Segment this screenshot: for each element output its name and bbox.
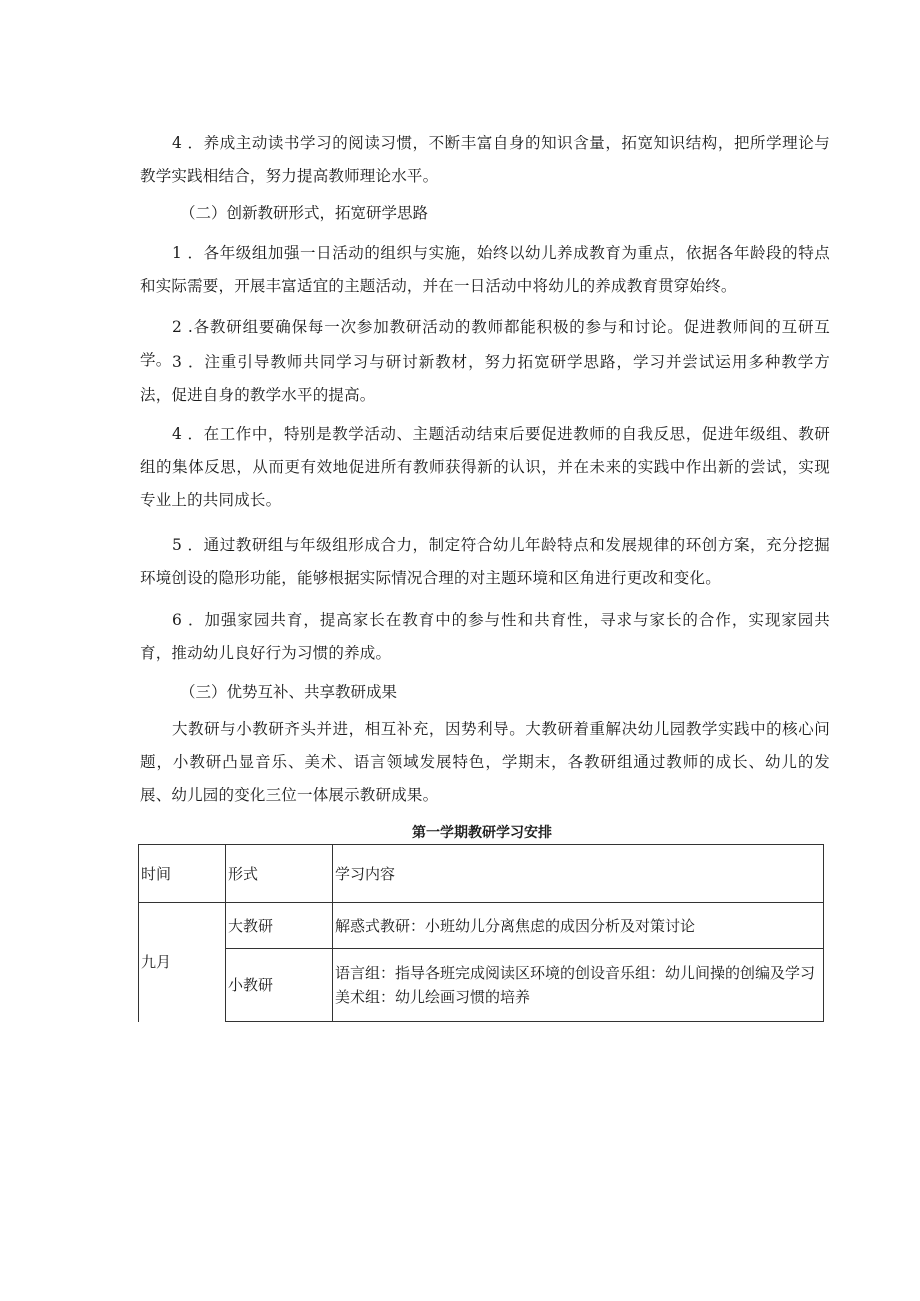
section-heading-share-results: （三）优势互补、共享教研成果 [180,683,398,701]
cell-time: 九月 [139,903,226,1022]
paragraph-item-6: 6 ．加强家园共育，提高家长在教育中的参与性和共育性，寻求与家长的合作，实现家园共育，推动幼儿良好行为习惯的养成。 [140,611,830,662]
header-content: 学习内容 [333,845,824,903]
table-row [139,903,824,949]
cell-content: 解惑式教研：小班幼儿分离焦虑的成因分析及对策讨论 [333,903,824,949]
paragraph-section3-body: 大教研与小教研齐头并进，相互补充，因势利导。大教研着重解决幼儿园教学实践中的核心问题，小教研凸显音乐、美术、语言领域发展特色，学期末，各教研组通过教师的成长、幼儿的发展、幼儿园的变化三位一体展示教研成果。 [140,720,830,804]
header-time: 时间 [139,845,226,903]
table-header-row [139,845,824,903]
cell-form: 大教研 [226,903,333,949]
paragraph-item-2: 2 .各教研组要确保每一次参加教研活动的教师都能积极的参与和讨论。促进教师间的互研互学。 [140,318,830,369]
table-row [139,949,824,1022]
paragraph-item-4: 4 ．在工作中，特别是教学活动、主题活动结束后要促进教师的自我反思，促进年级组、教研组的集体反思，从而更有效地促进所有教师获得新的认识，并在未来的实践中作出新的尝试，实现专业上的共同成长。 [140,425,830,509]
cell-content: 语言组：指导各班完成阅读区环境的创设音乐组：幼儿间操的创编及学习美术组：幼儿绘画习惯的培养 [333,949,824,1022]
paragraph-item-1: 1 ．各年级组加强一日活动的组织与实施，始终以幼儿养成教育为重点，依据各年龄段的特点和实际需要，开展丰富适宜的主题活动，并在一日活动中将幼儿的养成教育贯穿始终。 [140,244,830,295]
cell-form: 小教研 [226,949,333,1022]
section-heading-innovate-forms: （二）创新教研形式，拓宽研学思路 [180,204,429,222]
paragraph-item-3: 3 ．注重引导教师共同学习与研讨新教材，努力拓宽研学思路，学习并尝试运用多种教学方法，促进自身的教学水平的提高。 [140,353,830,404]
paragraph-item-5: 5 ．通过教研组与年级组形成合力，制定符合幼儿年龄特点和发展规律的环创方案，充分挖掘环境创设的隐形功能，能够根据实际情况合理的对主题环境和区角进行更改和变化。 [140,536,830,587]
table-title: 第一学期教研学习安排 [412,825,552,841]
schedule-table [138,844,824,1022]
paragraph-reading-habit: 4 ．养成主动读书学习的阅读习惯，不断丰富自身的知识含量，拓宽知识结构，把所学理论与教学实践相结合，努力提高教师理论水平。 [140,134,830,185]
header-form: 形式 [226,845,333,903]
